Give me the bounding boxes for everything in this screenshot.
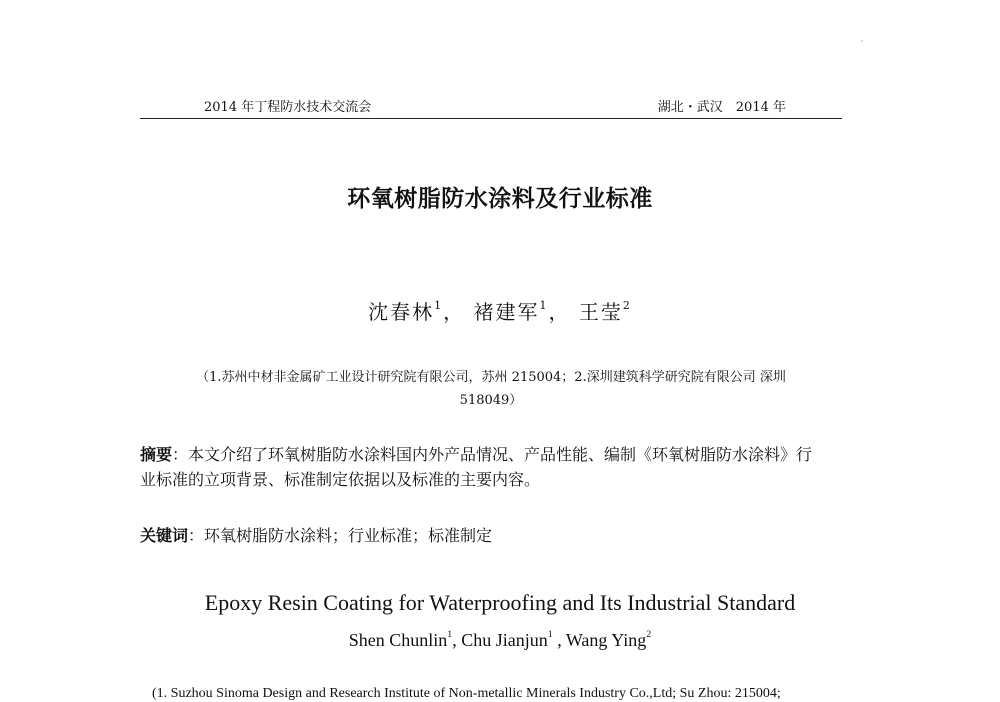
running-header — [140, 96, 842, 120]
affiliation-marker: 2 — [622, 299, 632, 313]
paper-title-cn: 环氧树脂防水涂料及行业标准 — [347, 186, 653, 212]
affiliation-en: (1. Suzhou Sinoma Design and Research Institute of Non-metallic Minerals Industry Co.,Ltd; Su Zhou: 215004; — [152, 686, 781, 701]
abstract-cn — [140, 442, 820, 492]
scan-speck — [861, 40, 863, 42]
keywords-text: ：环氧树脂防水涂料；行业标准；标准制定 — [188, 526, 493, 545]
affiliation-marker: 2 — [646, 629, 652, 641]
abstract-text: ：本文介绍了环氧树脂防水涂料国内外产品情况、产品性能、编制《环氧树脂防水涂料》行业标准的立项背景、标准制定依据以及标准的主要内容。 — [140, 445, 813, 489]
author-name-en: Wang Ying — [565, 630, 647, 650]
author-list-cn — [0, 296, 1000, 325]
author-name-en: Chu Jianjun — [461, 630, 548, 650]
header-rule — [140, 118, 842, 119]
affiliation-cn-line: （1.苏州中材非金属矿工业设计研究院有限公司，苏州 215004；2.深圳建筑科学研究院有限公司 深圳 — [196, 370, 786, 385]
author-name-cn: 王莹 — [578, 300, 623, 324]
affiliation-cn-line: 518049） — [459, 393, 523, 408]
keywords-cn — [140, 524, 820, 548]
author-name-cn: 褚建军 — [473, 300, 540, 324]
abstract-label: 摘要 — [140, 445, 173, 464]
paper-title-en: Epoxy Resin Coating for Waterproofing and Its Industrial Standard — [204, 590, 796, 615]
keywords-label: 关键词 — [140, 526, 189, 545]
header-conference: 2014 年丁程防水技术交流会 — [204, 100, 372, 115]
author-separator: , — [552, 630, 566, 650]
affiliation-marker: 1 — [539, 299, 549, 313]
affiliation-marker: 1 — [434, 299, 444, 313]
affiliation-cn — [140, 366, 842, 412]
author-separator: , — [452, 630, 462, 650]
author-name-en: Shen Chunlin — [348, 630, 448, 650]
author-separator: ， — [548, 300, 571, 324]
affiliation-marker: 1 — [447, 629, 453, 641]
author-list-en — [0, 630, 1000, 651]
header-location-year: 湖北・武汉 2014 年 — [657, 100, 786, 115]
affiliation-marker: 1 — [547, 629, 553, 641]
author-separator: ， — [443, 300, 466, 324]
author-name-cn: 沈春林 — [368, 300, 435, 324]
